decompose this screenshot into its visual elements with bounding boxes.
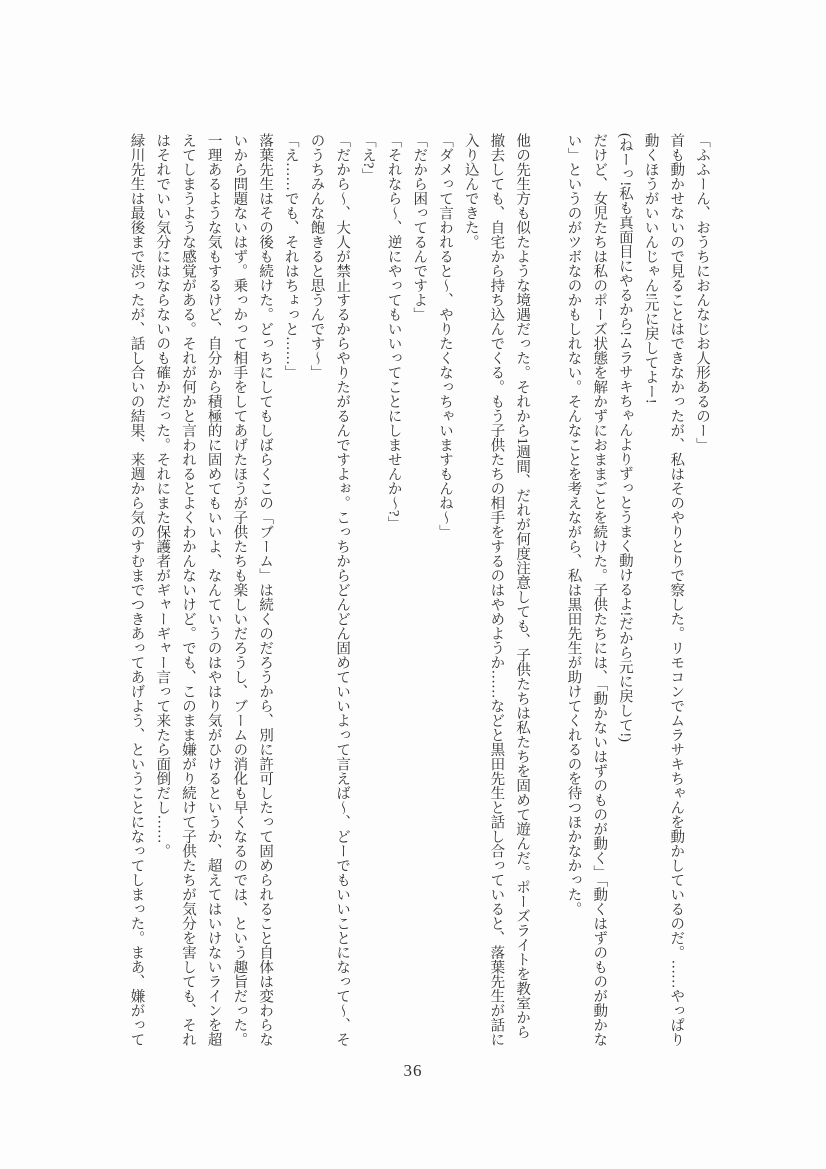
text-column: 「え?」 (359, 133, 376, 183)
section-break (534, 133, 560, 1053)
text-column: 撤去しても、自宅から持ち込んでくる。もう子供たちの相手をするのはやめようか……などと黒田先生と話し合っていると、落葉先生が話に (488, 133, 505, 1047)
text-column: 一理あるような気もするけど、自分から積極的に固めてもいいよ、なんていうのはやはり気がひけるというか、超えてはいけないラインを超 (205, 133, 222, 1047)
text-column: 「それなら〜、逆にやってもいいってことにしませんか〜?」 (385, 133, 402, 531)
text-column: いから問題ないはず。乗っかって相手をしてあげたほうが子供たちも楽しいだろうし、ブームの消化も早くなるのでは、という趣旨だった。 (231, 133, 248, 1047)
text-column: い」というのがツボなのかもしれない。そんなことを考えながら、私は黒田先生が助けてくれるのを待つほかなかった。 (565, 133, 582, 916)
text-column: 他の先生方も似たような境遇だった。それから1週間、だれが何度注意しても、子供たちは私たちを固めて遊んだ。ポーズライトを教室から (514, 133, 531, 1040)
text-column: 「だから〜、大人が禁止するからやりたがるんですよぉ。こっちからどんどん固めていいよって言えば〜、どーでもいいことになって〜、そ (334, 133, 351, 1047)
text-column: 「だから困ってるんですよ」 (411, 133, 428, 322)
text-column: だけど、女児たちは私のポーズ状態を解かずにおままごとを続けた。子供たちには、「動かないはずのものが動く」「動くはずのものが動かな (591, 133, 608, 1047)
text-column: のうちみんな飽きると思うんです〜」 (308, 133, 325, 380)
page-number: 36 (403, 1061, 423, 1080)
text-column: 落葉先生はその後も続けた。どっちにしてもしばらくこの「ブーム」は続くのだろうから、別に許可したって固められること自体は変わらな (257, 133, 274, 1047)
text-column: 「え……でも、それはちょっと……」 (282, 133, 299, 380)
text-column: 入り込んできた。 (462, 133, 479, 249)
text-column: はそれでいい気分にはならないのも確かだった。それにまた保護者がギャーギャー言って来たら面倒だし……。 (154, 133, 171, 858)
text-column: 「ふふーん、おうちにおんなじお人形あるのー」 (694, 133, 710, 452)
text-column: 「ダメって言われると〜、やりたくなっちゃいますもんね〜」 (436, 133, 453, 539)
text-column: 緑川先生は最後まで渋ったが、話し合いの結果、来週から気のすむまでつきあってあげよう、ということになってしまった。まあ、嫌がって (128, 133, 145, 1047)
text-column: えてしまうような感覚がある。それが何かと言われるとよくわかんないけど。でも、このまま嫌がり続けて子供たちが気分を害しても、それ (179, 133, 196, 1047)
text-column: 動くほうがいいんじゃん!元に戻してよー! (642, 133, 659, 404)
text-column: (ねーっ!私も真面目にやるから!ムラサキちゃんよりずっとうまく動けるよ!だから元に戻して!) (616, 133, 633, 742)
body-text (123, 133, 714, 1053)
text-column: 首も動かせないので見ることはできなかったが、私はそのやりとりで察した。リモコンでムラサキちゃんを動かしているのだ。……やっぱり (668, 133, 685, 1047)
